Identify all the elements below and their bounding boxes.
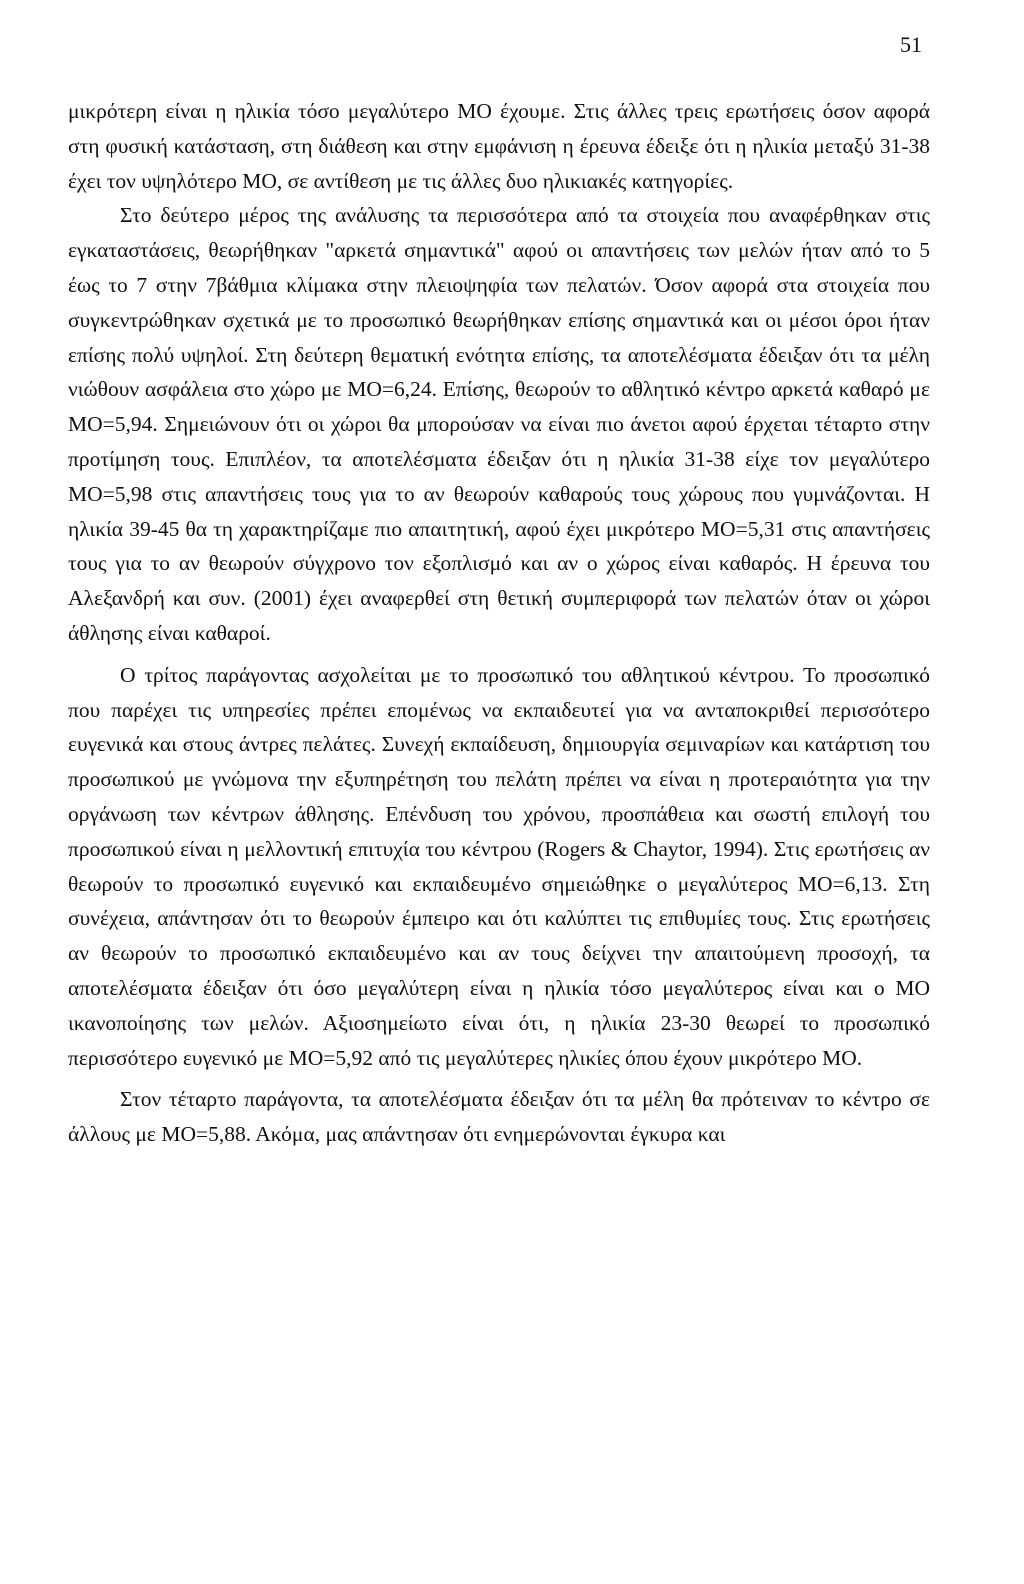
document-body [68, 94, 930, 1152]
paragraph-analysis-second-part: Στο δεύτερο μέρος της ανάλυσης τα περισσότερα από τα στοιχεία που αναφέρθηκαν στις εγκαταστάσεις, θεωρήθηκαν "αρκετά σημαντικά" αφού οι απαντήσεις των μελών ήταν από το 5 έως το 7 στην 7βάθμια κλίμακα στην πλειοψηφία των πελατών. Όσον αφορά στα στοιχεία που συγκεντρώθηκαν σχετικά με το προσωπικό θεωρήθηκαν επίσης σημαντικά και οι μέσοι όροι ήταν επίσης πολύ υψηλοί. Στη δεύτερη θεματική ενότητα επίσης, τα αποτελέσματα έδειξαν ότι τα μέλη νιώθουν ασφάλεια στο χώρο με ΜΟ=6,24. Επίσης, θεωρούν το αθλητικό κέντρο αρκετά καθαρό με ΜΟ=5,94. Σημειώνουν ότι οι χώροι θα μπορούσαν να είναι πιο άνετοι αφού έρχεται τέταρτο στην προτίμηση τους. Επιπλέον, τα αποτελέσματα έδειξαν ότι η ηλικία 31-38 είχε τον μεγαλύτερο ΜΟ=5,98 στις απαντήσεις τους για το αν θεωρούν καθαρούς τους χώρους που γυμνάζονται. Η ηλικία 39-45 θα τη χαρακτηρίζαμε πιο απαιτητική, αφού έχει μικρότερο ΜΟ=5,31 στις απαντήσεις τους για το αν θεωρούν σύγχρονο τον εξοπλισμό και αν ο χώρος είναι καθαρός. Η έρευνα του Αλεξανδρή και συν. (2001) έχει αναφερθεί στη θετική συμπεριφορά των πελατών όταν οι χώροι άθλησης είναι καθαροί. [68, 203, 930, 645]
paragraph-continuation: μικρότερη είναι η ηλικία τόσο μεγαλύτερο ΜΟ έχουμε. Στις άλλες τρεις ερωτήσεις όσον αφορά στη φυσική κατάσταση, στη διάθεση και στην εμφάνιση η έρευνα έδειξε ότι η ηλικία μεταξύ 31-38 έχει τον υψηλότερο ΜΟ, σε αντίθεση με τις άλλες δυο ηλικιακές κατηγορίες. [68, 99, 930, 193]
paragraph-fourth-factor: Στον τέταρτο παράγοντα, τα αποτελέσματα έδειξαν ότι τα μέλη θα πρότειναν το κέντρο σε άλλους με ΜΟ=5,88. Ακόμα, μας απάντησαν ότι ενημερώνονται έγκυρα και [68, 1087, 930, 1147]
paragraph-third-factor: Ο τρίτος παράγοντας ασχολείται με το προσωπικό του αθλητικού κέντρου. Το προσωπικό που παρέχει τις υπηρεσίες πρέπει επομένως να εκπαιδευτεί για να ανταποκριθεί περισσότερο ευγενικά και στους άντρες πελάτες. Συνεχή εκπαίδευση, δημιουργία σεμιναρίων και κατάρτιση του προσωπικού με γνώμονα την εξυπηρέτηση του πελάτη πρέπει να είναι η προτεραιότητα για την οργάνωση των κέντρων άθλησης. Επένδυση του χρόνου, προσπάθεια και σωστή επιλογή του προσωπικού είναι η μελλοντική επιτυχία του κέντρου (Rogers & Chaytor, 1994). Στις ερωτήσεις αν θεωρούν το προσωπικό ευγενικό και εκπαιδευμένο σημειώθηκε ο μεγαλύτερος ΜΟ=6,13. Στη συνέχεια, απάντησαν ότι το θεωρούν έμπειρο και ότι καλύπτει τις επιθυμίες τους. Στις ερωτήσεις αν θεωρούν το προσωπικό εκπαιδευμένο και αν τους δείχνει την απαιτούμενη προσοχή, τα αποτελέσματα έδειξαν ότι όσο μεγαλύτερη είναι η ηλικία τόσο μεγαλύτερος είναι και ο ΜΟ ικανοποίησης των μελών. Αξιοσημείωτο είναι ότι, η ηλικία 23-30 θεωρεί το προσωπικό περισσότερο ευγενικό με ΜΟ=5,92 από τις μεγαλύτερες ηλικίες όπου έχουν μικρότερο ΜΟ. [68, 662, 930, 1070]
page-number: 51 [900, 32, 922, 57]
